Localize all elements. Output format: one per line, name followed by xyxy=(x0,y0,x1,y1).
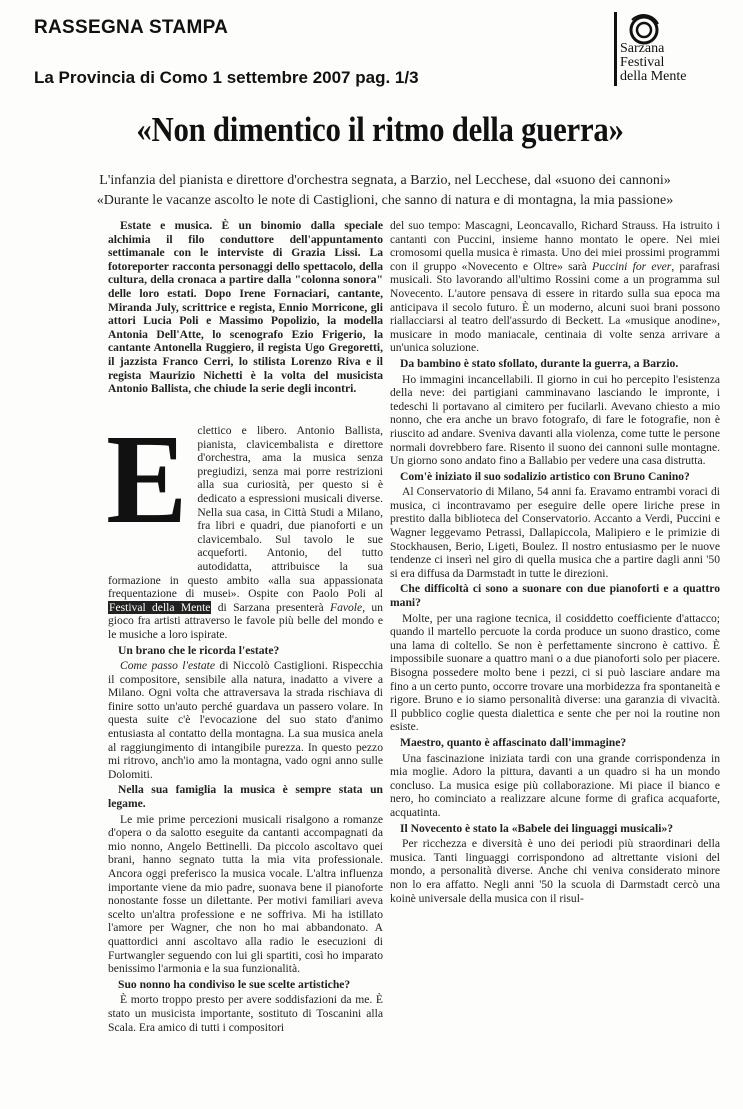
column-2 xyxy=(390,219,720,907)
article-headline: «Non dimentico il ritmo della guerra» xyxy=(136,110,624,149)
question: Il Novecento è stato la «Babele dei linguaggi musicali»? xyxy=(400,821,674,835)
festival-logo-text xyxy=(620,42,686,84)
paragraph: È morto troppo presto per avere soddisfazioni da me. È stato un musicista importante, sostituto di Toscanini alla Scala. Era amico di tutti i compositori xyxy=(108,993,383,1034)
question: Nella sua famiglia la musica è sempre stata un legame. xyxy=(108,783,383,811)
paragraph: Come passo l'estate di Niccolò Castiglioni. Rispecchia il compositore, sensibile alla natura, inadatto a vivere a Milano. Ogni volta che attraversava la strada rischiava di finire sotto un'auto perché guardava un passero volare. In questa suite c'è l'evocazione del suo stato d'animo entusiasta al contatto della montagna. La sua musica anela al raggiungimento di intangibile purezza. In questo pezzo mi ritrovo, anch'io amo la montagna, vado ogni anno sulle Dolomiti. xyxy=(108,659,383,781)
logo-line-2: Festival xyxy=(620,55,665,70)
paragraph: clettico e libero. Antonio Ballista, pianista, clavicembalista e direttore d'orchestra, ama la musica senza pregiudizi, senza mai porre restrizioni alla sua curiosità, per questo si è dedicato a espressioni musicali diverse. Nella sua casa, in Città Studi a Milano, fra libri e quadri, due pianoforti e un clavicembalo. Sul tavolo le sue acqueforti. Antonio, del tutto autodidatta, attribuisce la sua formazione in questo ambito «alla sua appassionata frequentazione di musei». Ospite con Paolo Poli al Festival della Mente di Sarzana presenterà Favole, un gioco fra artisti attraverso le favole più belle del mondo e le musiche a loro ispirate. xyxy=(108,424,383,641)
question: Suo nonno ha condiviso le sue scelte artistiche? xyxy=(118,977,351,991)
festival-highlight: Festival della Mente xyxy=(109,600,211,614)
paragraph: Per ricchezza e diversità è uno dei periodi più straordinari della musica. Tanti linguaggi corrispondono ad altrettante visioni del mondo, a personalità diverse. Anche chi veniva considerato minore non lo era affatto. Negli anni '50 la scuola di Darmstadt cercò una koinè universale della musica con il risul- xyxy=(390,837,720,905)
press-review-label: RASSEGNA STAMPA xyxy=(34,17,229,38)
question: Maestro, quanto è affascinato dall'immagine? xyxy=(400,735,627,749)
drop-cap: E xyxy=(106,408,188,550)
question: Un brano che le ricorda l'estate? xyxy=(118,643,280,657)
subheadline-1: L'infanzia del pianista e direttore d'orchestra segnata, a Barzio, nel Lecchese, dal «suono dei cannoni» xyxy=(99,173,671,188)
paragraph: Le mie prime percezioni musicali risalgono a romanze d'opera o da salotto eseguite da cantanti accompagnati da mio nonno, Angelo Bettinelli. Da piccolo ascoltavo quei brani, hanno segnato tutta la mia vita professionale. Ancora oggi preferisco la musica vocale. L'altra influenza importante viene da mio padre, suonava bene il pianoforte nonostante fosse un dilettante. Per motivi familiari aveva scelto un'altra professione e ne soffriva. Mi ha istillato l'amore per Wagner, che non ho mai abbandonato. A quattordici anni ascoltavo alla radio le esecuzioni di Furtwangler seguendo con lui gli spartiti, così ho imparato benissimo l'armonia e la sua funzionalità. xyxy=(108,812,383,976)
article-intro xyxy=(108,219,383,398)
logo-line-3: della Mente xyxy=(620,69,687,84)
column-1 xyxy=(106,408,383,1036)
paragraph: del suo tempo: Mascagni, Leoncavallo, Richard Strauss. Ha istruito i cantanti con Puccini, insieme hanno montato le opere. Nei miei cromosomi quella musica è rimasta. Uno dei miei prossimi programmi con il gruppo «Novecento e Oltre» sarà Puccini for ever, parafrasi musicali. Sto lavorando all'ultimo Rossini come a un programma sul Novecento. L'autore pensava di essere in ritardo sulla sua epoca ma anticipava il secolo futuro. È un moderno, alcuni suoi brani possono riallacciarsi al teatro dell'assurdo di Beckett. La «musique anodine», musicare in modo maniacale, centinaia di volte senza arrivare a un'unica soluzione. xyxy=(390,219,720,355)
paragraph: Molte, per una ragione tecnica, il cosiddetto coefficiente d'attacco; quando il martello percuote la corda produce un suono drastico, come una lama di coltello. Se non è perfettamente sincrono è cattivo. È impossibile suonare a quattro mani o a due pianoforti solo per piacere. Bisogna possedere molto bene i pezzi, ci si può lasciare andare ma fino a un certo punto, occorre trovare una morbidezza fra spontaneità e rigore. Bruno e io siamo personalità diverse: una garanzia di vivacità. Il pubblico coglie questa dialettica e sente che per noi la routine non esiste. xyxy=(390,611,720,734)
paragraph: Una fascinazione iniziata tardi con una grande corrispondenza in mia moglie. Adoro la pittura, davanti a un quadro si ha un mondo concluso. La musica esige più collaborazione. Mi piace il bianco e nero, ho cominciato a realizzare alcune forme di grafica acquaforte, acquatinta. xyxy=(390,751,720,819)
subheadline-2: «Durante le vacanze ascolto le note di Castiglioni, che sanno di natura e di montagna, la mia passione» xyxy=(96,193,674,208)
paragraph: Ho immagini incancellabili. Il giorno in cui ho percepito l'esistenza della neve: dei partigiani camminavano lasciando le impronte, i tedeschi li portavano al cimitero per fucilarli. Avevano chiesto a mio nonno, che era anche un bravo fotografo, di fare le fotografie, non è riuscito ad andare. Sveniva davanti alla violenza, come tutte le persone normali dovrebbero fare. Risento il suono dei cannoni sulle montagne. Un giorno sono andato fino a Ballabio per vedere una casa distrutta. xyxy=(390,372,720,468)
paragraph: Al Conservatorio di Milano, 54 anni fa. Eravamo entrambi voraci di musica, ci incontravamo per eseguire delle opere liriche prese in prestito dalla biblioteca del Conservatorio. Accanto a Verdi, Puccini e Wagner leggevamo Petrassi, Dallapiccola, Malipiero e le primizie di Stockhausen, Berio, Ligeti, Boulez. Il nostro entusiasmo per le nuove tendenze ci inserì nel giro di quella musica che a partire dagli anni '50 si era diffusa da Darmstadt in tutte le direzioni. xyxy=(390,485,720,580)
source-line: La Provincia di Como 1 settembre 2007 pag. 1/3 xyxy=(34,68,419,87)
logo-line-1: Sarzana xyxy=(620,41,665,56)
question: Che difficoltà ci sono a suonare con due pianoforti e a quattro mani? xyxy=(390,582,720,610)
question: Com'è iniziato il suo sodalizio artistico con Bruno Canino? xyxy=(400,469,690,483)
question: Da bambino è stato sfollato, durante la guerra, a Barzio. xyxy=(400,356,679,370)
intro-paragraph: Estate e musica. È un binomio dalla speciale alchimia il filo conduttore dell'appuntamento settimanale con le interviste di Grazia Lissi. La fotoreporter racconta personaggi dello spettacolo, della cultura, della cronaca a partire dalla "colonna sonora" delle loro estati. Dopo Irene Fornaciari, cantante, Miranda July, scrittrice e regista, Ennio Morricone, gli attori Lucia Poli e Massimo Popolizio, la modella Antonia Dell'Atte, lo scenografo Ezio Frigerio, la cantante Antonella Ruggiero, il regista Ugo Gregoretti, il jazzista Franco Cerri, lo stilista Lorenzo Riva e il regista Maurizio Nichetti è la volta del musicista Antonio Ballista, che chiude la serie degli incontri. xyxy=(108,219,383,396)
